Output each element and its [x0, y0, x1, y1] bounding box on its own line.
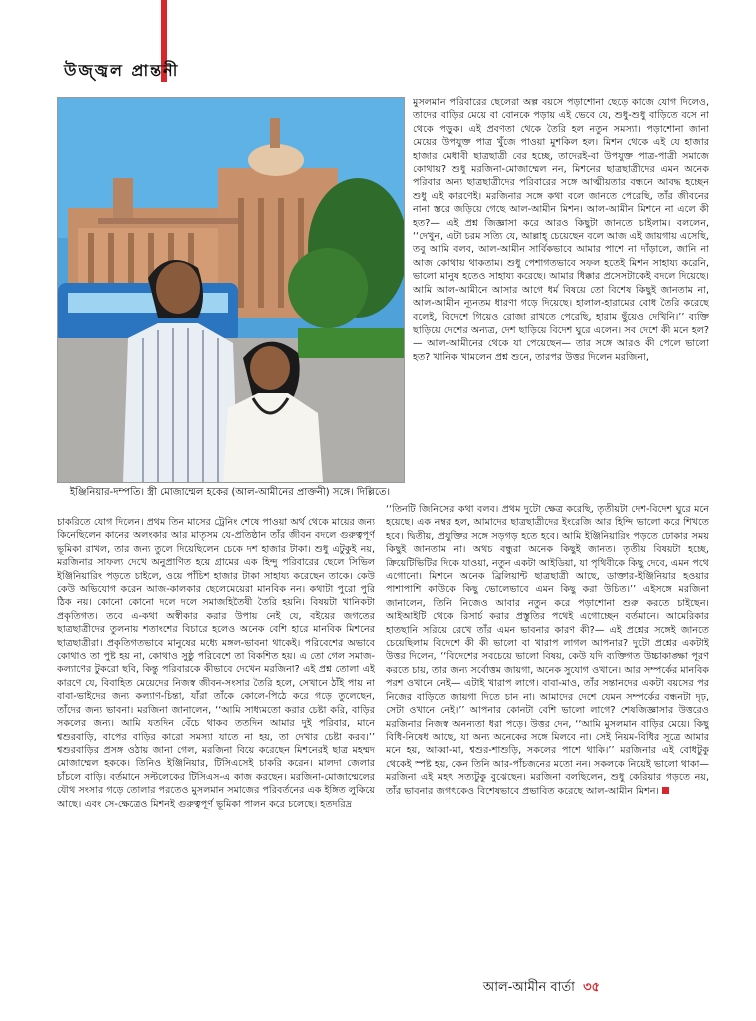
article-end-mark: [662, 787, 669, 794]
article-photo: [57, 97, 405, 483]
article-column-right-top: [413, 96, 709, 499]
section-title: উজ্জ্বল প্রান্তনী: [64, 61, 180, 80]
article-column-left-bottom: [57, 516, 375, 940]
page-number: ৩৫: [583, 980, 600, 995]
article-paragraph: [386, 503, 709, 798]
article-paragraph: মুসলমান পরিবারের ছেলেরা অল্প বয়সে পড়াশোনা ছেড়ে কাজে যোগ দিলেও, তাদের বাড়ির মেয়ে বা বোনকে পড়ায় এই ভেবে যে, শুধু-শুধু বাড়িতে বসে না থেকে পড়ুক। এই প্রবণতা থেকে তৈরি হল নতুন সমস্যা। পড়াশোনা জানা মেয়ের উপযুক্ত পাত্র খুঁজে পাওয়া মুশকিল হল। মিশন থেকে এই যে হাজার হাজার মেধাবী ছাত্রছাত্রী বের হচ্ছে, তাদেরই-বা উপযুক্ত পাত্র-পাত্রী সমাজে কোথায়? শুধু মরজিনা-মোজাম্মেল নন, মিশনের ছাত্রছাত্রীদের এমন অনেক পরিবার অন্য ছাত্রছাত্রীদের পরিবারের সঙ্গে আত্মীয়তার বন্ধনে আবদ্ধ হচ্ছেন শুধু এই কারণেই। মরজিনার সঙ্গে কথা বলে জানতে পেরেছি, তাঁর জীবনের নানা স্তরে জড়িয়ে গেছে আল-আমীন মিশন। আল-আমীন মিশনে না এলে কী হত?— এই প্রশ্ন জিজ্ঞাসা করে আরও কিছুটা জানতে চাইলাম। বললেন, ‘‘দেখুন, এটা চরম সত্যি যে, আল্লাহ্ চেয়েছেন বলে আজ এই জায়গায় এসেছি, তবু আমি বলব, আল-আমীন সার্বিকভাবে আমার পাশে না দাঁড়ালে, জানি না আজ কোথায় থাকতাম। শুধু পেশাগতভাবে সফল হতেই মিশন সাহায্য করেনি, ভালো মানুষ হতেও সাহায্য করেছে। আমার ধিক্কার প্রসেসটাকেই বদলে দিয়েছে। আমি আল-আমীনে আসার আগে ধর্ম বিষয়ে তো বিশেষ কিছুই জানতাম না, আল-আমীন ন্যূনতম ধারণা গড়ে দিয়েছে। হালাল-হারামের বোধ তৈরি করেছে বলেই, বিদেশে গিয়েও রোজা রাখতে পেরেছি, হারাম ছুঁয়েও দেখিনি।’’ ব্যক্তি ছাড়িয়ে দেশের অন্যত্র, দেশ ছাড়িয়ে বিদেশ ঘুরে এলেন। সব দেশে কী মনে হল?— আল-আমীনের থেকে যা পেয়েছেন— তার সঙ্গে আরও কী পেলে ভালো হত? খানিক খামলেন প্রশ্ন শুনে, তারপর উত্তর দিলেন মরজিনা,: [413, 97, 709, 363]
article-paragraph: চাকরিতে যোগ দিলেন। প্রথম তিন মাসের ট্রেনিং শেষে পাওয়া অর্থ থেকে মায়ের জন্য কিনেছিলেন কানের অলংকার আর মাতৃসম যে-প্রতিষ্ঠান তাঁর জীবন বদলে গুরুত্বপূর্ণ ভূমিকা রাখল, তার জন্য তুলে দিয়েছিলেন চেকে দশ হাজার টাকা। শুধু এটুকুই নয়, মরজিনার সাফল্য দেখে অনুপ্রাণিত হয়ে গ্রামের এক হিন্দু পরিবারের ছেলে সিভিল ইঞ্জিনিয়ারিং পড়তে চাইলে, ওয়ে পাঁচিশ হাজার টাকা সাহায্য করেছেন তাকে। কেউ কেউ অভিযোগ করেন আজ-কালকার ছেলেমেয়েরা মানবিক নন। কথাটা পুরো পুরি ঠিক নয়। কোনো কোনো দলে দলে সমাজহিতৈষী তৈরি হয়নি। বিষয়টা খানিকটা প্রকৃতিগত। তবে এ-কথা অস্বীকার করার উপায় নেই যে, বইয়ের জগতের ছাত্রছাত্রীদের তুলনায় শতাংশের বিচারে হলেও অনেক বেশি হারে মানবিক মিশনের ছাত্রছাত্রীরা। প্রকৃতিগতভাবে মানুষের মধ্যে মঙ্গল-ভাবনা থাকেই। পরিবেশের অভাবে কোথাও তা পুষ্ট হয় না, কোথাও সুষ্ঠু পরিবেশে তা বিকশিত হয়। এ তো গেল সমাজ-কল্যাণের টুকরো ছবি, কিন্তু পরিবারকে কীভাবে দেখেন মরজিনা? এই প্রশ্ন তোলা এই কারণে যে, বিবাহিত মেয়েদের নিজস্ব জীবন-সংসার তৈরি হলে, সেখানে ঠাঁই পায় না বাবা-ভাইদের জন্য কল্যাণ-চিন্তা, যাঁরা তাঁকে কোলে-পিঠে করে গড়ে তুলেছেন, তাঁদের জন্য ভাবনা। মরজিনা জানালেন, ‘‘আমি সাধ্যমতো করার চেষ্টা করি, বাড়ির সকলের জন্য। আমি যতদিন বেঁচে থাকব ততদিন আমার দুই পরিবার, মানে শ্বশুরবাড়ি, বাপের বাড়ির কারো সমস্যা যাতে না হয়, তা দেখার চেষ্টা করব।’’ শ্বশুরবাড়ির প্রসঙ্গ ওঠায় জানা গেল, মরজিনা বিয়ে করেছেন মিশনেরই ছাত্র মহম্মদ মোজাম্মেল হককে। তিনিও ইঞ্জিনিয়ার, টিসিএসেই চাকরি করেন। মালদা জেলার চাঁচলে বাড়ি। বর্তমানে সল্টলেকের টিসিএস-এ কাজ করছেন। মরজিনা-মোজাম্মেলের যৌথ সংসার গড়ে তোলার পরতেও মুসলমান সমাজের পরিবর্তনের এক ইঙ্গিত লুকিয়ে আছে। এবং সে-ক্ষেত্রেও মিশনই গুরুত্বপূর্ণ ভূমিকা পালন করে চলেছে। হতদরিদ্র: [57, 517, 375, 810]
page-footer: [300, 978, 600, 999]
article-text: ‘‘তিনটি জিনিসের কথা বলব। প্রথম দুটো ক্ষেত্র করেছি, তৃতীয়টা দেশ-বিদেশ ঘুরে মনে হয়েছে। এক নম্বর হল, আমাদের ছাত্রছাত্রীদের ইংরেজি আর হিন্দি ভালো করে শিখতে হবে। দ্বিতীয়, প্রযুক্তির সঙ্গে সড়গড় হতে হবে। আমি ইঞ্জিনিয়ারিং পড়তে ঢোকার সময় কিছুই জানতাম না। অথচ বন্ধুরা অনেক কিছুই জানত। তৃতীয় বিষয়টা হচ্ছে, ক্রিয়েটিভিটির দিকে যাওয়া, নতুন একটা আইডিয়া, যা পৃথিবীকে কিছু দেবে, এমন পথে এগোনো। মিশনে অনেক ব্রিলিয়ান্ট ছাত্রছাত্রী আছে, ডাক্তার-ইঞ্জিনিয়ার হওয়ার পাশাপাশি কাউকে কিছু ভোলেভাবে এমন কিছু করা উচিত।’’ এইসঙ্গে মরজিনা জানালেন, তিনি নিজেও আবার নতুন করে পড়াশোনা শুরু করতে চাইছেন। আইআইটি থেকে রিসার্চ করার প্রস্তুতির পথেই এগোচ্ছেন বর্তমানে। আমেরিকার হাতছানি সরিয়ে রেখে তাঁর এমন ভাবনার কারণ কী?— এই প্রশ্নের সঙ্গেই জানতে চেয়েছিলাম বিদেশে কী কী ভালো বা খারাপ লাগল আপনার? দুটো প্রশ্নের একটাই উত্তর দিলেন, ‘‘বিদেশের সবচেয়ে ভালো বিষয়, কেউ যদি ব্যক্তিগত উচ্চাকাঙ্ক্ষা পূরণ করতে চায়, তার জন্য সর্বোত্তম জায়গা, অনেক সুযোগ ওখানে। আর সম্পর্কের মানবিক পরশ ওখানে নেই— এটাই খারাপ লাগে। বাবা-মাও, তাঁর সন্তানদের একটা বয়সের পর নিজের বাড়িতে জায়গা দিতে চান না। আমাদের দেশে যেমন সম্পর্কের বন্ধনটা দৃঢ়, সেটা ওখানে নেই।’’ আপনার কোনটা বেশি ভালো লাগে? শেষজিজ্ঞাসার উত্তরেও মরজিনার নিজস্ব অনন্যতা ধরা পড়ে। উত্তর দেন, ‘‘আমি মুসলমান বাড়ির মেয়ে। কিছু বিধি-নিষেধ আছে, যা অন্য অনেকের সঙ্গে মিলবে না। সেই নিয়ম-বিধির সূত্রে আমার মনে হয়, আব্বা-মা, শ্বশুর-শাশুড়ি, সকলের পাশে থাকি।’’ মরজিনার এই বোধটুকু থেকেই স্পষ্ট হয়, কেন তিনি আর-পাঁচজনের মতো নন। সকলকে নিয়েই ভালো থাকা— মরজিনা এই মহৎ সত্যটুকু বুঝেছেন। মরজিনা বলছিলেন, শুধু কেরিয়ার গড়তে নয়, তাঁর ভাবনার জগৎকেও বিশেষভাবে প্রভাবিত করেছে আল-আমীন মিশন।: [386, 504, 709, 797]
article-column-right-bottom: [386, 503, 709, 940]
photo-caption: ইঞ্জিনিয়ার-দম্পতি। স্ত্রী মোজাম্মেল হকের (আল-আমীনের প্রাক্তনী) সঙ্গে। দিল্লিতে।: [69, 487, 391, 498]
magazine-name: আল-আমীন বার্তা: [482, 980, 575, 995]
